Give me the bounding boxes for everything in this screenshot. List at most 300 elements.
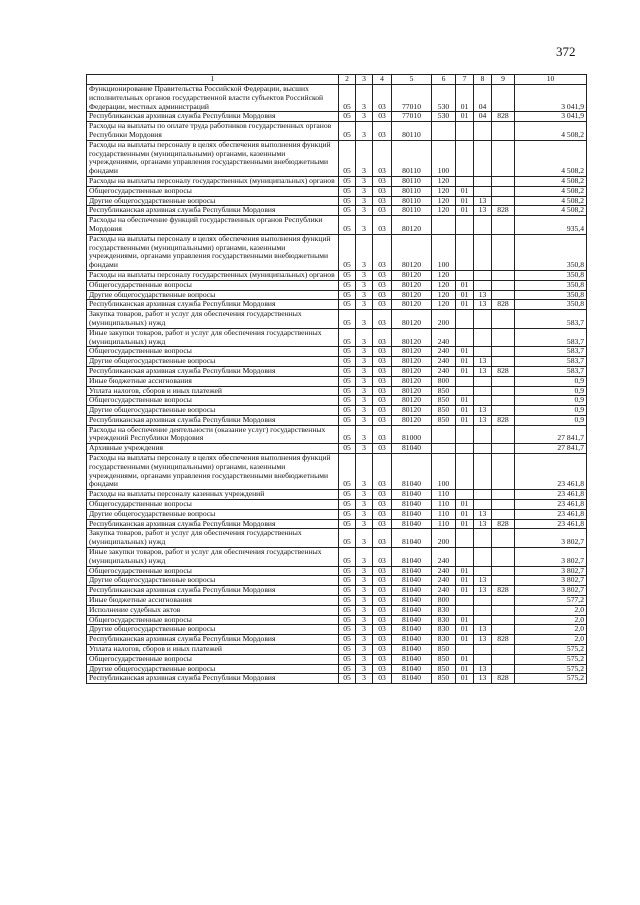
code-col-7: 01 xyxy=(456,366,474,376)
code-col-4: 03 xyxy=(373,529,392,548)
code-col-8 xyxy=(474,122,492,141)
code-col-8 xyxy=(474,328,492,347)
code-col-3: 3 xyxy=(356,122,373,141)
row-amount: 583,7 xyxy=(515,347,587,357)
budget-table xyxy=(86,74,587,684)
row-name: Общегосударственные вопросы xyxy=(87,500,339,510)
code-col-2: 05 xyxy=(339,140,356,176)
code-col-3: 3 xyxy=(356,270,373,280)
code-col-2: 05 xyxy=(339,216,356,235)
code-col-6: 110 xyxy=(432,490,456,500)
table-row xyxy=(87,290,587,300)
code-col-7 xyxy=(456,176,474,186)
table-row xyxy=(87,490,587,500)
code-col-8 xyxy=(474,645,492,655)
code-col-6: 120 xyxy=(432,290,456,300)
table-row xyxy=(87,645,587,655)
code-col-3: 3 xyxy=(356,519,373,529)
row-name: Другие общегосударственные вопросы xyxy=(87,406,339,416)
row-amount: 0,9 xyxy=(515,386,587,396)
code-col-9 xyxy=(492,529,515,548)
code-col-3: 3 xyxy=(356,425,373,444)
code-col-5: 81040 xyxy=(392,490,432,500)
row-amount: 23 461,8 xyxy=(515,490,587,500)
code-col-9 xyxy=(492,122,515,141)
table-row xyxy=(87,444,587,454)
row-name: Республиканская архивная служба Республики Мордовия xyxy=(87,415,339,425)
row-amount: 0,9 xyxy=(515,406,587,416)
table-row xyxy=(87,376,587,386)
code-col-6: 240 xyxy=(432,566,456,576)
row-amount: 575,2 xyxy=(515,674,587,684)
code-col-7: 01 xyxy=(456,509,474,519)
code-col-3: 3 xyxy=(356,176,373,186)
code-col-9 xyxy=(492,425,515,444)
code-col-5: 80110 xyxy=(392,176,432,186)
code-col-5: 81040 xyxy=(392,625,432,635)
code-col-9 xyxy=(492,664,515,674)
code-col-4: 03 xyxy=(373,674,392,684)
code-col-4: 03 xyxy=(373,234,392,270)
row-amount: 350,8 xyxy=(515,300,587,310)
code-col-2: 05 xyxy=(339,635,356,645)
header-cell: 4 xyxy=(373,75,392,85)
code-col-2: 05 xyxy=(339,300,356,310)
code-col-8: 13 xyxy=(474,519,492,529)
row-name: Республиканская архивная служба Республики Мордовия xyxy=(87,635,339,645)
code-col-5: 80110 xyxy=(392,206,432,216)
code-col-6: 100 xyxy=(432,140,456,176)
code-col-6 xyxy=(432,122,456,141)
code-col-6: 100 xyxy=(432,234,456,270)
code-col-6 xyxy=(432,444,456,454)
code-col-6: 120 xyxy=(432,186,456,196)
code-col-9 xyxy=(492,454,515,490)
code-col-9 xyxy=(492,290,515,300)
code-col-2: 05 xyxy=(339,270,356,280)
code-col-4: 03 xyxy=(373,645,392,655)
code-col-6: 110 xyxy=(432,509,456,519)
table-row xyxy=(87,635,587,645)
row-name: Общегосударственные вопросы xyxy=(87,280,339,290)
code-col-9 xyxy=(492,645,515,655)
code-col-2: 05 xyxy=(339,509,356,519)
code-col-5: 81040 xyxy=(392,500,432,510)
code-col-7: 01 xyxy=(456,112,474,122)
row-name: Республиканская архивная служба Республики Мордовия xyxy=(87,206,339,216)
code-col-7: 01 xyxy=(456,280,474,290)
code-col-3: 3 xyxy=(356,625,373,635)
code-col-5: 81040 xyxy=(392,645,432,655)
table-row xyxy=(87,406,587,416)
code-col-4: 03 xyxy=(373,112,392,122)
code-col-7 xyxy=(456,216,474,235)
code-col-3: 3 xyxy=(356,500,373,510)
code-col-7: 01 xyxy=(456,519,474,529)
code-col-3: 3 xyxy=(356,664,373,674)
code-col-9 xyxy=(492,490,515,500)
code-col-3: 3 xyxy=(356,406,373,416)
row-name: Другие общегосударственные вопросы xyxy=(87,196,339,206)
table-row xyxy=(87,509,587,519)
row-name: Республиканская архивная служба Республики Мордовия xyxy=(87,300,339,310)
code-col-5: 80120 xyxy=(392,310,432,329)
code-col-9 xyxy=(492,270,515,280)
code-col-8 xyxy=(474,280,492,290)
code-col-4: 03 xyxy=(373,615,392,625)
code-col-3: 3 xyxy=(356,376,373,386)
code-col-5: 80120 xyxy=(392,290,432,300)
code-col-7 xyxy=(456,596,474,606)
code-col-7: 01 xyxy=(456,186,474,196)
code-col-9 xyxy=(492,396,515,406)
row-name: Расходы на обеспечение деятельности (оказание услуг) государственных учреждений Республики Мордовия xyxy=(87,425,339,444)
code-col-7: 01 xyxy=(456,500,474,510)
code-col-9 xyxy=(492,654,515,664)
code-col-8: 13 xyxy=(474,664,492,674)
code-col-6: 850 xyxy=(432,654,456,664)
code-col-5: 77010 xyxy=(392,85,432,112)
code-col-2: 05 xyxy=(339,396,356,406)
row-amount: 575,2 xyxy=(515,654,587,664)
code-col-7: 01 xyxy=(456,415,474,425)
code-col-2: 05 xyxy=(339,85,356,112)
code-col-6: 240 xyxy=(432,357,456,367)
code-col-6: 830 xyxy=(432,635,456,645)
code-col-3: 3 xyxy=(356,206,373,216)
code-col-8: 13 xyxy=(474,635,492,645)
table-row xyxy=(87,206,587,216)
row-name: Другие общегосударственные вопросы xyxy=(87,625,339,635)
code-col-8 xyxy=(474,234,492,270)
code-col-7 xyxy=(456,529,474,548)
code-col-9 xyxy=(492,615,515,625)
code-col-7 xyxy=(456,122,474,141)
code-col-4: 03 xyxy=(373,586,392,596)
code-col-2: 05 xyxy=(339,664,356,674)
code-col-9 xyxy=(492,186,515,196)
code-col-3: 3 xyxy=(356,509,373,519)
row-name: Расходы на выплаты персоналу казенных учреждений xyxy=(87,490,339,500)
header-cell: 7 xyxy=(456,75,474,85)
row-name: Общегосударственные вопросы xyxy=(87,186,339,196)
code-col-7: 01 xyxy=(456,576,474,586)
row-name: Общегосударственные вопросы xyxy=(87,654,339,664)
table-row xyxy=(87,300,587,310)
row-amount: 3 802,7 xyxy=(515,576,587,586)
row-amount: 575,2 xyxy=(515,664,587,674)
code-col-7 xyxy=(456,310,474,329)
row-amount: 3 041,9 xyxy=(515,112,587,122)
code-col-2: 05 xyxy=(339,280,356,290)
code-col-3: 3 xyxy=(356,674,373,684)
header-cell: 8 xyxy=(474,75,492,85)
code-col-9 xyxy=(492,509,515,519)
code-col-3: 3 xyxy=(356,186,373,196)
code-col-9 xyxy=(492,140,515,176)
code-col-5: 81040 xyxy=(392,596,432,606)
code-col-6: 120 xyxy=(432,280,456,290)
code-col-8 xyxy=(474,529,492,548)
code-col-8: 13 xyxy=(474,357,492,367)
row-name: Функционирование Правительства Российской Федерации, высших исполнительных органов государственной власти субъектов Российской Федерации, местных администраций xyxy=(87,85,339,112)
code-col-3: 3 xyxy=(356,490,373,500)
code-col-2: 05 xyxy=(339,548,356,567)
code-col-5: 81040 xyxy=(392,586,432,596)
code-col-7: 01 xyxy=(456,196,474,206)
code-col-3: 3 xyxy=(356,280,373,290)
code-col-5: 81040 xyxy=(392,444,432,454)
row-amount: 23 461,8 xyxy=(515,454,587,490)
row-amount: 350,8 xyxy=(515,280,587,290)
table-row xyxy=(87,216,587,235)
row-name: Иные закупки товаров, работ и услуг для обеспечения государственных (муниципальных) нужд xyxy=(87,328,339,347)
code-col-3: 3 xyxy=(356,396,373,406)
code-col-3: 3 xyxy=(356,548,373,567)
code-col-7 xyxy=(456,645,474,655)
code-col-2: 05 xyxy=(339,376,356,386)
code-col-7: 01 xyxy=(456,406,474,416)
code-col-6: 120 xyxy=(432,300,456,310)
row-name: Общегосударственные вопросы xyxy=(87,396,339,406)
code-col-8: 13 xyxy=(474,290,492,300)
code-col-2: 05 xyxy=(339,366,356,376)
code-col-5: 80120 xyxy=(392,406,432,416)
table-row xyxy=(87,112,587,122)
code-col-2: 05 xyxy=(339,206,356,216)
table-row xyxy=(87,234,587,270)
code-col-5: 80120 xyxy=(392,234,432,270)
code-col-7 xyxy=(456,270,474,280)
code-col-2: 05 xyxy=(339,500,356,510)
table-row xyxy=(87,674,587,684)
code-col-9 xyxy=(492,596,515,606)
row-name: Республиканская архивная служба Республики Мордовия xyxy=(87,112,339,122)
code-col-8: 13 xyxy=(474,206,492,216)
code-col-6: 240 xyxy=(432,366,456,376)
row-amount: 4 508,2 xyxy=(515,206,587,216)
code-col-4: 03 xyxy=(373,140,392,176)
code-col-4: 03 xyxy=(373,548,392,567)
code-col-8: 13 xyxy=(474,586,492,596)
code-col-6: 110 xyxy=(432,519,456,529)
code-col-3: 3 xyxy=(356,386,373,396)
code-col-5: 80120 xyxy=(392,328,432,347)
code-col-7: 01 xyxy=(456,615,474,625)
code-col-7 xyxy=(456,328,474,347)
code-col-5: 80120 xyxy=(392,357,432,367)
code-col-2: 05 xyxy=(339,615,356,625)
code-col-6: 120 xyxy=(432,176,456,186)
table-row xyxy=(87,566,587,576)
code-col-4: 03 xyxy=(373,176,392,186)
header-cell: 10 xyxy=(515,75,587,85)
code-col-6: 120 xyxy=(432,270,456,280)
code-col-5: 81040 xyxy=(392,576,432,586)
row-name: Общегосударственные вопросы xyxy=(87,566,339,576)
code-col-5: 81040 xyxy=(392,519,432,529)
code-col-6: 200 xyxy=(432,529,456,548)
code-col-4: 03 xyxy=(373,566,392,576)
code-col-8: 04 xyxy=(474,85,492,112)
code-col-8: 13 xyxy=(474,196,492,206)
code-col-2: 05 xyxy=(339,596,356,606)
row-amount: 350,8 xyxy=(515,270,587,280)
row-amount: 4 508,2 xyxy=(515,122,587,141)
code-col-2: 05 xyxy=(339,328,356,347)
code-col-4: 03 xyxy=(373,347,392,357)
code-col-6: 850 xyxy=(432,645,456,655)
code-col-8 xyxy=(474,615,492,625)
code-col-2: 05 xyxy=(339,519,356,529)
code-col-9 xyxy=(492,386,515,396)
code-col-2: 05 xyxy=(339,674,356,684)
code-col-7 xyxy=(456,548,474,567)
row-amount: 27 841,7 xyxy=(515,425,587,444)
code-col-4: 03 xyxy=(373,290,392,300)
header-cell: 6 xyxy=(432,75,456,85)
row-amount: 3 802,7 xyxy=(515,548,587,567)
table-row xyxy=(87,176,587,186)
code-col-2: 05 xyxy=(339,576,356,586)
code-col-9 xyxy=(492,196,515,206)
code-col-7: 01 xyxy=(456,290,474,300)
code-col-5: 81000 xyxy=(392,425,432,444)
code-col-7: 01 xyxy=(456,300,474,310)
table-row xyxy=(87,140,587,176)
code-col-7: 01 xyxy=(456,635,474,645)
row-name: Другие общегосударственные вопросы xyxy=(87,357,339,367)
code-col-6: 240 xyxy=(432,586,456,596)
table-row xyxy=(87,328,587,347)
code-col-5: 81040 xyxy=(392,635,432,645)
table-row xyxy=(87,529,587,548)
code-col-6: 530 xyxy=(432,85,456,112)
row-name: Республиканская архивная служба Республики Мордовия xyxy=(87,586,339,596)
code-col-5: 80120 xyxy=(392,280,432,290)
code-col-2: 05 xyxy=(339,444,356,454)
row-name: Архивные учреждения xyxy=(87,444,339,454)
code-col-2: 05 xyxy=(339,386,356,396)
code-col-6: 240 xyxy=(432,576,456,586)
code-col-5: 80120 xyxy=(392,386,432,396)
code-col-6: 850 xyxy=(432,406,456,416)
code-col-6 xyxy=(432,216,456,235)
table-row xyxy=(87,85,587,112)
row-amount: 575,2 xyxy=(515,645,587,655)
code-col-4: 03 xyxy=(373,216,392,235)
code-col-5: 81040 xyxy=(392,664,432,674)
code-col-7 xyxy=(456,234,474,270)
code-col-9: 828 xyxy=(492,635,515,645)
code-col-9: 828 xyxy=(492,300,515,310)
code-col-2: 05 xyxy=(339,654,356,664)
code-col-2: 05 xyxy=(339,122,356,141)
code-col-9 xyxy=(492,347,515,357)
code-col-5: 81040 xyxy=(392,615,432,625)
row-amount: 2,0 xyxy=(515,615,587,625)
code-col-8 xyxy=(474,596,492,606)
table-row xyxy=(87,615,587,625)
code-col-2: 05 xyxy=(339,490,356,500)
code-col-4: 03 xyxy=(373,386,392,396)
row-amount: 3 041,9 xyxy=(515,85,587,112)
row-amount: 23 461,8 xyxy=(515,519,587,529)
code-col-4: 03 xyxy=(373,270,392,280)
code-col-2: 05 xyxy=(339,406,356,416)
row-amount: 577,2 xyxy=(515,596,587,606)
code-col-4: 03 xyxy=(373,396,392,406)
code-col-8 xyxy=(474,396,492,406)
row-amount: 3 802,7 xyxy=(515,529,587,548)
row-name: Другие общегосударственные вопросы xyxy=(87,509,339,519)
code-col-5: 80110 xyxy=(392,196,432,206)
code-col-9 xyxy=(492,605,515,615)
row-name: Общегосударственные вопросы xyxy=(87,347,339,357)
row-name: Расходы на выплаты персоналу государственных (муниципальных) органов xyxy=(87,270,339,280)
row-name: Расходы на выплаты персоналу в целях обеспечения выполнения функций государственными (муниципальными) органами, казенными учреждениями, органами управления государственными внебюджетными фондами xyxy=(87,234,339,270)
code-col-4: 03 xyxy=(373,635,392,645)
code-col-3: 3 xyxy=(356,112,373,122)
code-col-6: 830 xyxy=(432,605,456,615)
code-col-4: 03 xyxy=(373,625,392,635)
code-col-3: 3 xyxy=(356,300,373,310)
code-col-3: 3 xyxy=(356,615,373,625)
code-col-5: 80120 xyxy=(392,366,432,376)
row-name: Республиканская архивная служба Республики Мордовия xyxy=(87,366,339,376)
code-col-6: 240 xyxy=(432,328,456,347)
header-cell: 1 xyxy=(87,75,339,85)
code-col-8 xyxy=(474,548,492,567)
row-name: Расходы на выплаты персоналу в целях обеспечения выполнения функций государственными (муниципальными) органами, казенными учреждениями, органами управления государственными внебюджетными фондами xyxy=(87,454,339,490)
code-col-7: 01 xyxy=(456,566,474,576)
code-col-7 xyxy=(456,605,474,615)
code-col-4: 03 xyxy=(373,596,392,606)
code-col-4: 03 xyxy=(373,357,392,367)
code-col-6: 100 xyxy=(432,454,456,490)
code-col-9 xyxy=(492,548,515,567)
code-col-6: 240 xyxy=(432,347,456,357)
code-col-9: 828 xyxy=(492,112,515,122)
code-col-4: 03 xyxy=(373,605,392,615)
code-col-8 xyxy=(474,176,492,186)
code-col-3: 3 xyxy=(356,635,373,645)
code-col-6: 240 xyxy=(432,548,456,567)
code-col-8 xyxy=(474,500,492,510)
row-amount: 4 508,2 xyxy=(515,186,587,196)
header-cell: 3 xyxy=(356,75,373,85)
code-col-3: 3 xyxy=(356,576,373,586)
code-col-5: 80120 xyxy=(392,415,432,425)
header-row xyxy=(87,75,587,85)
code-col-8 xyxy=(474,270,492,280)
row-name: Иные бюджетные ассигнования xyxy=(87,596,339,606)
code-col-2: 05 xyxy=(339,234,356,270)
table-row xyxy=(87,196,587,206)
code-col-6: 850 xyxy=(432,396,456,406)
row-name: Другие общегосударственные вопросы xyxy=(87,576,339,586)
code-col-2: 05 xyxy=(339,586,356,596)
code-col-8: 13 xyxy=(474,509,492,519)
code-col-2: 05 xyxy=(339,425,356,444)
code-col-2: 05 xyxy=(339,529,356,548)
code-col-8 xyxy=(474,186,492,196)
code-col-7: 01 xyxy=(456,586,474,596)
table-row xyxy=(87,586,587,596)
code-col-3: 3 xyxy=(356,645,373,655)
code-col-3: 3 xyxy=(356,529,373,548)
code-col-8 xyxy=(474,140,492,176)
